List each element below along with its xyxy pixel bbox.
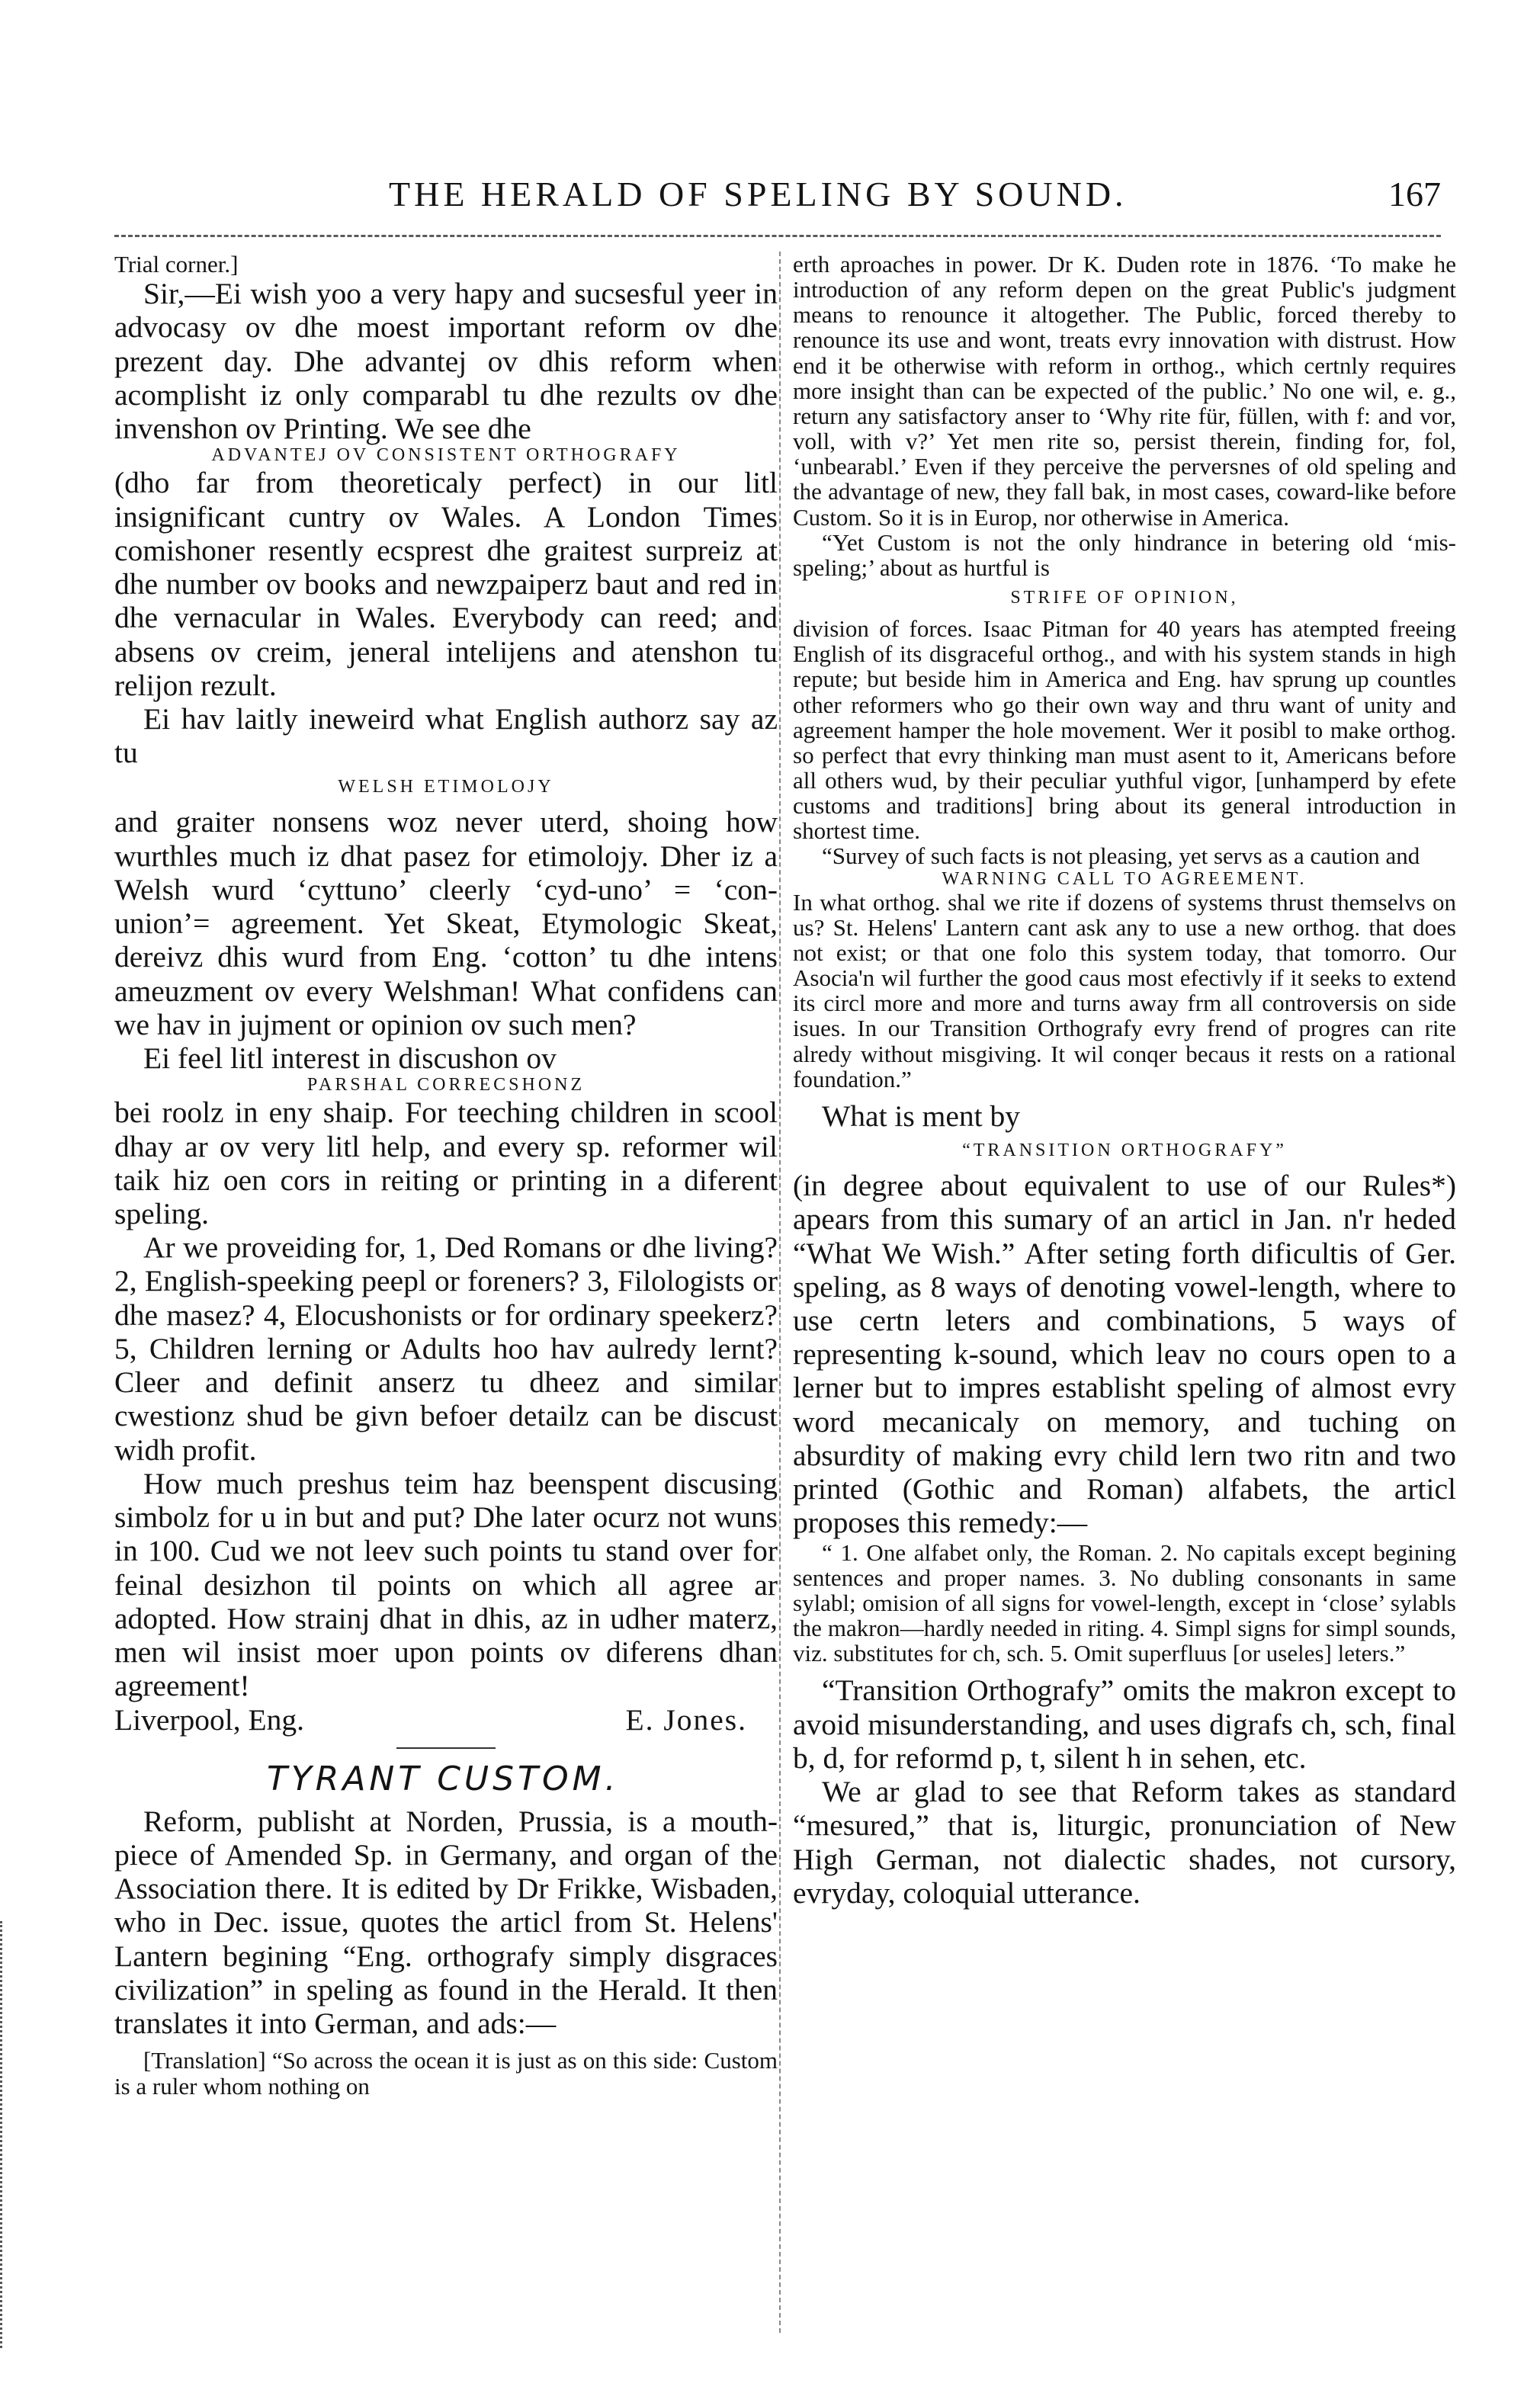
letter-paragraph: Ei hav laitly ineweird what English authorz say az tu (114, 701, 778, 770)
column-divider (779, 252, 781, 2333)
right-column (793, 252, 1456, 1910)
subheading-strife: STRIFE OF OPINION, (1010, 588, 1239, 608)
subheading-warning: WARNING CALL TO AGREEMENT. (942, 868, 1307, 889)
signature-place: Liverpool, Eng. (114, 1702, 305, 1737)
subheading-advantej: ADVANTEJ OV CONSISTENT ORTHOGRAFY (211, 445, 681, 466)
section-rule (396, 1747, 496, 1749)
article-paragraph: (in degree about equivalent to use of our Rules*) apears from this sumary of an articl in Jan. n'r heded “What We Wish.” After seting forth dificultis of Ger. speling, as 8 ways of denoting vowel-length, where to use certn leters and combinations, 5 ways of representing k-sound, which leav no cours open to a lerner but to impres establisht speling of almost evry word mecanicaly on memory, and tuching on absurdity of making evry child lern two ritn and two printed (Gothic and Roman) alfabets, the articl proposes this remedy:— (793, 1169, 1456, 1540)
letter-paragraph: and graiter nonsens woz never uterd, shoing how wurthles much iz dhat pasez for etimolojy. Dher iz a Welsh wurd ‘cyttuno’ cleerly ‘cyd-uno’ = ‘con-union’= agreement. Yet Skeat, Etymologic Skeat, dereivz dhis wurd from Eng. ‘cotton’ tu dhe intens ameuzment ov every Welshman! What confidens can we hav in jujment or opinion ov such men? (114, 805, 778, 1041)
article-paragraph: What is ment by (822, 1099, 1020, 1133)
translation-paragraph: [Translation] “So across the ocean it is just as on this side: Custom is a ruler whom nothing on (114, 2047, 778, 2100)
letter-paragraph: (dho far from theoreticaly perfect) in our litl insignificant cuntry ov Wales. A London Times comishoner resently ecsprest dhe graitest surpreiz at dhe number ov books and newzpaiperz baut and red in dhe vernacular in Wales. Everybody can reed; and absens ov creim, jeneral intelijens and atenshon tu relijon rezult. (114, 466, 778, 702)
quote-paragraph: erth aproaches in power. Dr K. Duden rote in 1876. ‘To make he introduction of any reform depen on the great Public's judgment means to renounce it altogether. The Public, forced thereby to renounce its use and wont, treats evry innovation with distrust. How end it be otherwise with reform in orthog., which certnly requires more insight than can be expected of the public.’ No one wil, e. g., return any satisfactory anser to ‘Why rite für, füllen, with f: and vor, voll, with v?’ Yet men rite so, persist therein, finding for, fol, ‘unbearabl.’ Even if they perceive the perversnes of old speling and the advantage of new, they fall bak, in most cases, coward-like before Custom. So it is in Europ, nor otherwise in America. (793, 251, 1456, 531)
subheading-welsh-etimolojy: WELSH ETIMOLOJY (338, 777, 554, 797)
letter-paragraph: bei roolz in eny shaip. For teeching children in scool dhay ar ov very litl help, and every sp. reformer wil taik hiz oen cors in reiting or printing in a diferent speling. (114, 1096, 778, 1231)
header-rule (114, 235, 1441, 237)
article-paragraph: “Transition Orthografy” omits the makron except to avoid misunderstanding, and uses digrafs ch, sch, final b, d, for reformd p, t, silent h in sehen, etc. (793, 1673, 1456, 1775)
journal-title: THE HERALD OF SPELING BY SOUND. (389, 175, 1128, 213)
rules-list-paragraph: “ 1. One alfabet only, the Roman. 2. No capitals except begining sentences and proper names. 3. No dubling consonants in same sylabl; omision of all signs for vowel-length, except in ‘close’ sylabls the makron—hardly needed in riting. 4. Simpl signs for simpl sounds, viz. substitutes for ch, sch. 5. Omit superfluus [or useles] leters.” (793, 1538, 1456, 1667)
quote-paragraph: “Yet Custom is not the only hindrance in betering old ‘mis-speling;’ about as hurtful is (793, 528, 1456, 581)
quote-paragraph: “Survey of such facts is not pleasing, yet servs as a caution and (822, 842, 1420, 870)
signature-line (114, 1703, 778, 1737)
margin-marks (0, 1921, 18, 2348)
letter-paragraph: Ei feel litl interest in discushon ov (143, 1041, 557, 1076)
article-paragraph: Reform, publisht at Norden, Prussia, is a mouth-piece of Amended Sp. in Germany, and organ of the Association there. It is edited by Dr Frikke, Wisbaden, who in Dec. issue, quotes the articl from St. Helens' Lantern begining “Eng. orthografy simply disgraces civilization” in speling as found in the Herald. It then translates it into German, and ads:— (114, 1804, 778, 2041)
article-heading: TYRANT CUSTOM. (267, 1759, 620, 1798)
trial-corner-label: Trial corner.] (114, 251, 239, 277)
quote-paragraph: division of forces. Isaac Pitman for 40 years has atempted freeing English of its disgraceful orthog., and with his system stands in high repute; but beside him in America and Eng. hav sprung up countles other reformers who go their own way and thru want of unity and agreement hamper the hole movement. Wer it posibl to make orthog. so perfect that evry thinking man must asent to it, Americans before all others wud, by their peculiar yuthful vigor, [unhamperd by efete customs and traditions] bring about its general introduction in shortest time. (793, 615, 1456, 845)
quote-paragraph: In what orthog. shal we rite if dozens of systems thrust themselvs on us? St. Helens' Lantern cant ask any to use a new orthog. that does not exist; or that one folo this system today, that tomorro. Our Asocia'n wil further the good caus most efectivly if it seeks to extend its circl more and more and turns away frm all controversis on side isues. In our Transition Orthografy evry frend of progres can rite alredy without misgiving. It wil conqer becaus it rests on a rational foundation.” (793, 888, 1456, 1092)
subheading-transition: “TRANSITION ORTHOGRAFY” (962, 1140, 1287, 1161)
letter-paragraph: How much preshus teim haz beenspent discusing simbolz for u in but and put? Dhe later ocurz not wuns in 100. Cud we not leev such points tu stand over for feinal desizhon til points on which all agree ar adopted. How strainj dhat in dhis, az in udher materz, men wil insist moer upon points ov diferens dhan agreement! (114, 1466, 778, 1703)
running-head (114, 174, 1441, 227)
article-paragraph: We ar glad to see that Reform takes as standard “mesured,” that is, liturgic, pronunciation of New High German, not dialectic shades, not cursory, evryday, coloquial utterance. (793, 1775, 1456, 1910)
page-number: 167 (1388, 175, 1441, 213)
letter-paragraph: Sir,—Ei wish yoo a very hapy and sucsesful yeer in advocasy ov dhe moest important reform ov dhe prezent day. Dhe advantej ov dhis reform when acomplisht iz only comparabl tu dhe rezults ov dhe invenshon ov Printing. We see dhe (114, 277, 778, 446)
left-column (114, 252, 778, 2099)
letter-paragraph: Ar we proveiding for, 1, Ded Romans or dhe living? 2, English-speeking peepl or foreners? 3, Filologists or dhe masez? 4, Elocushonists or for ordinary speekerz? 5, Children lerning or Adults hoo hav aulredy lernt? Cleer and definit anserz tu dheez and similar cwestionz shud be givn befoer detailz can be discust widh profit. (114, 1230, 778, 1467)
signature-name: E. Jones. (625, 1702, 747, 1737)
subheading-parshal: PARSHAL CORRECSHONZ (306, 1075, 586, 1096)
